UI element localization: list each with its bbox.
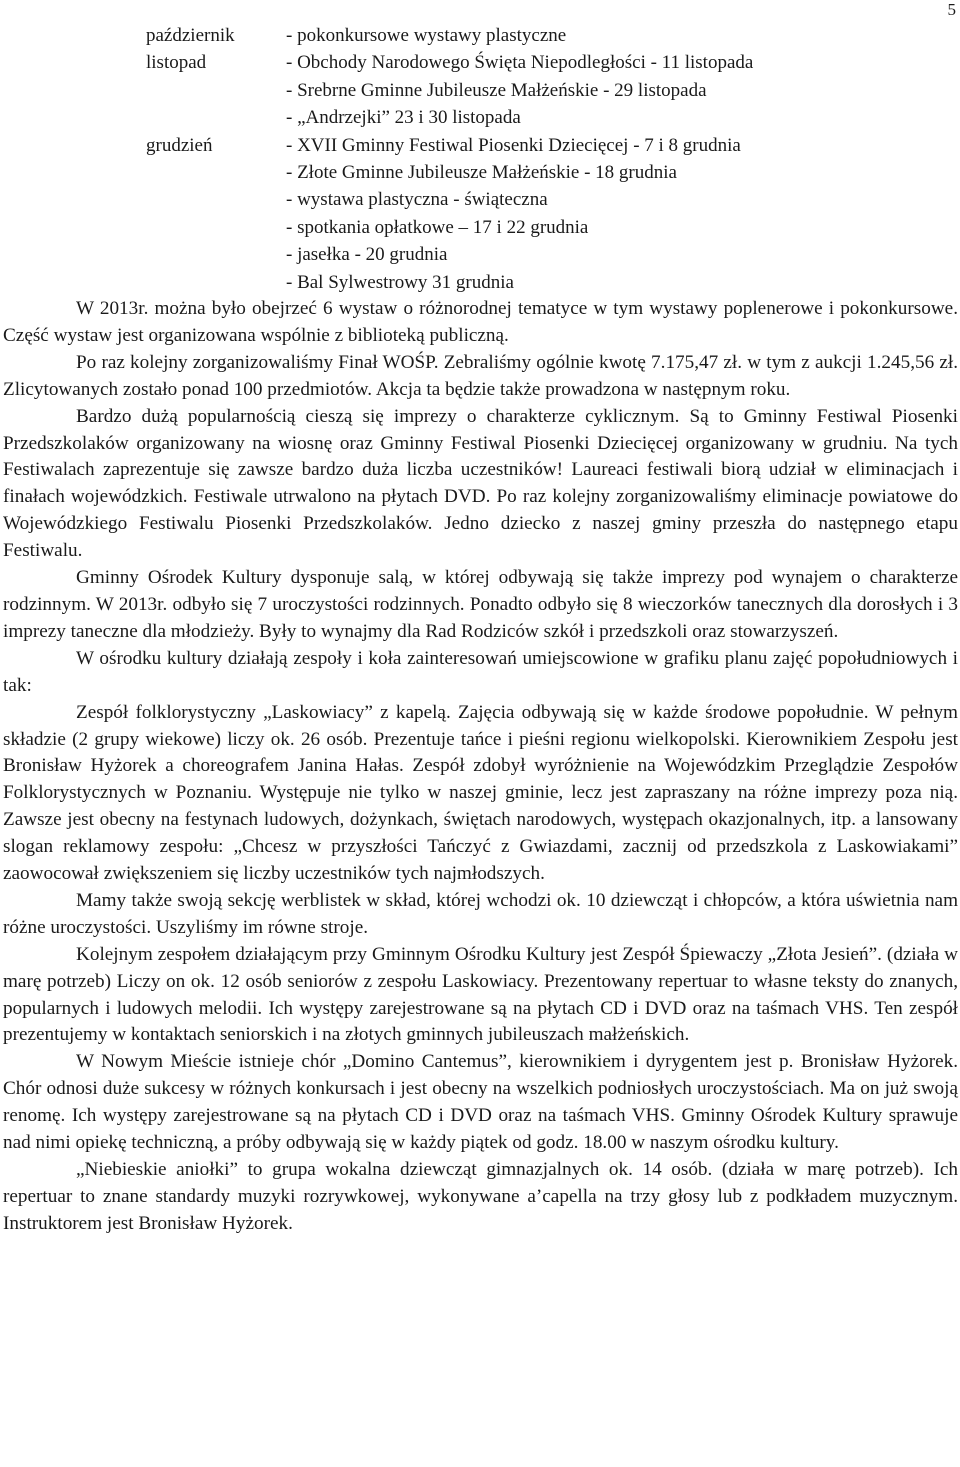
page-number: 5 bbox=[947, 0, 956, 19]
schedule-row bbox=[0, 159, 960, 186]
schedule-event: - jasełka - 20 grudnia bbox=[286, 244, 448, 266]
schedule-event: - Bal Sylwestrowy 31 grudnia bbox=[286, 271, 514, 293]
paragraph-laskowiacy: Zespół folklorystyczny „Laskowiacy” z kapelą. Zajęcia odbywają się w każde środowe popołudnie. W pełnym składzie (2 grupy wiekowe) liczy ok. 26 osób. Prezentuje tańce i pieśni regionu wielkopolski. Kierownikiem Zespołu jest Bronisław Hyżorek a choreografem Janina Hałas. Zespół zdobył wyróżnienie na Wojewódzkim Przeglądzie Zespołów Folklorystycznych w Poznaniu. Występuje nie tylko w naszej gminie, lecz jest zapraszany na różne imprezy poza nią. Zawsze jest obecny na festynach ludowych, dożynkach, świętach narodowych, występach okazjonalnych, itp. a lansowany slogan reklamowy zespołu: „Chcesz w przyszłości Tańczyć z Gwiazdami, zacznij od przedszkola z Laskowiakami” zaowocował zwiększeniem się liczby uczestników tych najmłodszych. bbox=[3, 701, 958, 885]
schedule-row bbox=[0, 22, 960, 49]
paragraph-domino-cantemus: W Nowym Mieście istnieje chór „Domino Cantemus”, kierownikiem i dyrygentem jest p. Bronisław Hyżorek. Chór odnosi duże sukcesy w różnych konkursach i jest obecny na wszelkich podniosłych uroczystościach. Ma on już swoją renomę. Ich występy zarejestrowane są na płytach CD i DVD oraz na taśmach VHS. Gminny Ośrodek Kultury sprawuje nad nimi opiekę techniczną, a próby odbywają się w każdy piątek od godz. 18.00 w naszym ośrodku kultury. bbox=[3, 1051, 958, 1154]
schedule-event: - Złote Gminne Jubileusze Małżeńskie - 18 grudnia bbox=[286, 161, 677, 183]
schedule-row bbox=[0, 132, 960, 159]
paragraph-festivals: Bardzo dużą popularnością cieszą się imprezy o charakterze cyklicznym. Są to Gminny Festiwal Piosenki Przedszkolaków organizowany na wiosnę oraz Gminny Festiwal Piosenki Dziecięcej organizowany w grudniu. Na tych Festiwalach zaprezentuje się zawsze bardzo duża liczba uczestników! Laureaci festiwali biorą udział w eliminacjach i finałach wojewódzkich. Festiwale utrwalono na płytach DVD. Po raz kolejny zorganizowaliśmy eliminacje powiatowe do Wojewódzkiego Festiwalu Piosenki Przedszkolaków. Jedno dziecko z naszej gminy przeszła do następnego etapu Festiwalu. bbox=[3, 405, 958, 562]
event-schedule bbox=[0, 22, 960, 296]
schedule-event: - Srebrne Gminne Jubileusze Małżeńskie - 29 listopada bbox=[286, 79, 707, 101]
schedule-month: listopad bbox=[146, 52, 207, 74]
schedule-month: październik bbox=[146, 25, 235, 46]
schedule-row bbox=[0, 104, 960, 131]
schedule-row bbox=[0, 214, 960, 241]
schedule-row bbox=[0, 49, 960, 76]
paragraph-zlota-jesien: Kolejnym zespołem działającym przy Gminnym Ośrodku Kultury jest Zespół Śpiewaczy „Złota Jesień”. (działa w marę potrzeb) Liczy on ok. 12 osób seniorów z zespołu Laskowiacy. Prezentowany repertuar to własne teksty do znanych, popularnych i ludowych melodii. Ich występy zarejestrowane są na płytach CD i DVD oraz na taśmach VHS. Ten zespół prezentujemy w kontaktach seniorskich i na złotych gminnych jubileuszach małżeńskich. bbox=[3, 943, 958, 1046]
schedule-event: - XVII Gminny Festiwal Piosenki Dziecięcej - 7 i 8 grudnia bbox=[286, 134, 741, 156]
schedule-row bbox=[0, 186, 960, 213]
paragraph-drum-section: Mamy także swoją sekcję werblistek w skład, której wchodzi ok. 10 dziewcząt i chłopców, a która uświetnia nam różne uroczystości. Uszyliśmy im równe stroje. bbox=[3, 889, 958, 938]
schedule-event: - „Andrzejki” 23 i 30 listopada bbox=[286, 107, 521, 129]
schedule-event: - Obchody Narodowego Święta Niepodległości - 11 listopada bbox=[286, 52, 754, 74]
paragraph-groups-intro: W ośrodku kultury działają zespoły i koła zainteresowań umiejscowione w grafiku planu zajęć popołudniowych i tak: bbox=[3, 647, 958, 696]
report-body bbox=[3, 296, 958, 1238]
schedule-event: - pokonkursowe wystawy plastyczne bbox=[286, 25, 567, 46]
schedule-row bbox=[0, 77, 960, 104]
schedule-event: - wystawa plastyczna - świąteczna bbox=[286, 189, 548, 211]
schedule-row bbox=[0, 269, 960, 296]
paragraph-hall-rental: Gminny Ośrodek Kultury dysponuje salą, w której odbywają się także imprezy pod wynajem o charakterze rodzinnym. W 2013r. odbyło się 7 uroczystości rodzinnych. Ponadto odbyło się 8 wieczorków tanecznych dla dorosłych i 3 imprezy taneczne dla młodzieży. Były to wynajmy dla Rad Rodziców szkół i przedszkoli oraz stowarzyszeń. bbox=[3, 567, 958, 642]
paragraph-exhibitions: W 2013r. można było obejrzeć 6 wystaw o różnorodnej tematyce w tym wystawy poplenerowe i pokonkursowe. Część wystaw jest organizowana wspólnie z biblioteką publiczną. bbox=[3, 298, 958, 346]
schedule-event: - spotkania opłatkowe – 17 i 22 grudnia bbox=[286, 216, 589, 238]
schedule-month: grudzień bbox=[146, 134, 213, 156]
paragraph-wosp: Po raz kolejny zorganizowaliśmy Finał WOŚP. Zebraliśmy ogólnie kwotę 7.175,47 zł. w tym z aukcji 1.245,56 zł. Zlicytowanych zostało ponad 100 przedmiotów. Akcja ta będzie także prowadzona w następnym roku. bbox=[3, 351, 958, 400]
schedule-row bbox=[0, 241, 960, 268]
paragraph-niebieskie-aniolki: „Niebieskie aniołki” to grupa wokalna dziewcząt gimnazjalnych ok. 14 osób. (działa w marę potrzeb). Ich repertuar to znane standardy muzyki rozrywkowej, wykonywane a’capella na trzy głosy lub z podkładem muzycznym. Instruktorem jest Bronisław Hyżorek. bbox=[3, 1159, 958, 1234]
